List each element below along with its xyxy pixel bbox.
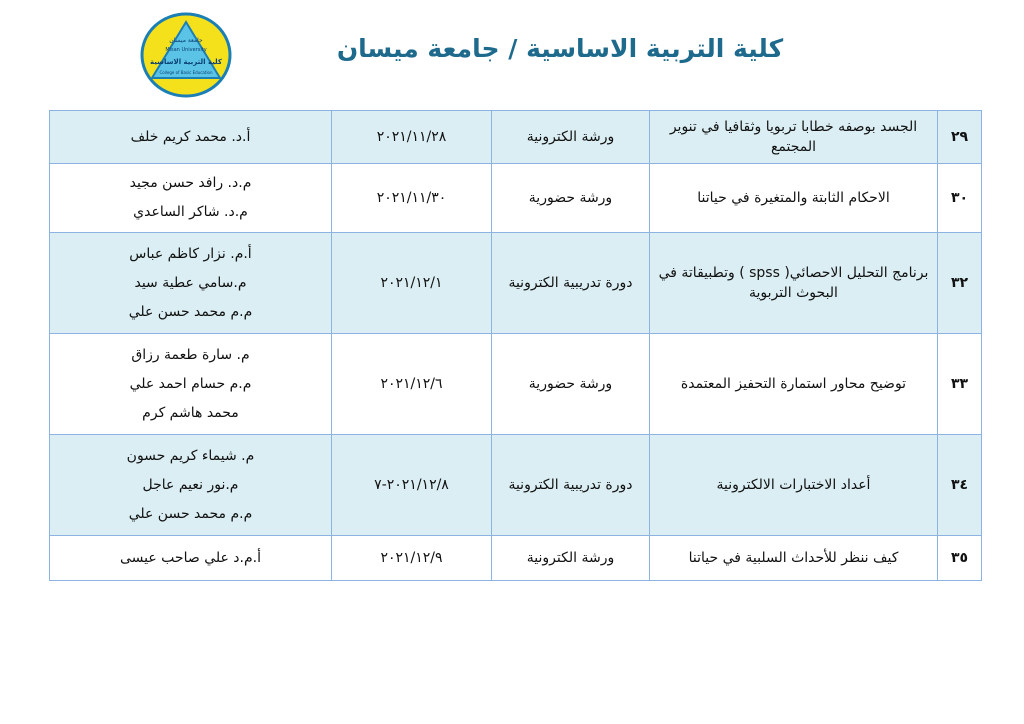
activity-date: ٢٠٢١/١٢/٦ bbox=[332, 334, 492, 435]
seal-text-bottom: College of Basic Education bbox=[159, 70, 213, 75]
activity-type: ورشة حضورية bbox=[492, 164, 650, 233]
lecturer-name: أ.م. نزار كاظم عباس bbox=[129, 245, 252, 262]
lecturer-name: م.م حسام احمد علي bbox=[129, 375, 252, 392]
row-number: ٣٢ bbox=[938, 233, 982, 334]
lecturer-name: م. سارة طعمة رزاق bbox=[131, 346, 250, 363]
row-number: ٣٠ bbox=[938, 164, 982, 233]
lecturer-name: م.د. رافد حسن مجيد bbox=[129, 175, 252, 191]
row-number: ٣٥ bbox=[938, 536, 982, 581]
table-row bbox=[50, 233, 982, 334]
lecturer-name: محمد هاشم كرم bbox=[142, 404, 239, 421]
lecturers-cell bbox=[50, 334, 332, 435]
lecturers-cell bbox=[50, 435, 332, 536]
activity-date: ٢٠٢١/١٢/١ bbox=[332, 233, 492, 334]
activity-title: كيف ننظر للأحداث السلبية في حياتنا bbox=[650, 536, 938, 581]
university-seal-icon bbox=[140, 12, 232, 98]
page-title: كلية التربية الاساسية / جامعة ميسان bbox=[336, 34, 784, 63]
seal-text-top: جامعة ميسان bbox=[169, 37, 203, 44]
seal-text-college: كلية التربية الاساسية bbox=[150, 58, 222, 66]
table-row bbox=[50, 111, 982, 164]
activity-title: توضيح محاور استمارة التحفيز المعتمدة bbox=[650, 334, 938, 435]
lecturers-cell bbox=[50, 233, 332, 334]
activity-type: ورشة حضورية bbox=[492, 334, 650, 435]
row-number: ٢٩ bbox=[938, 111, 982, 164]
activity-title: أعداد الاختبارات الالكترونية bbox=[650, 435, 938, 536]
lecturer-name: م.م محمد حسن علي bbox=[128, 303, 253, 320]
activity-date: ٢٠٢١/١٢/٨-٧ bbox=[332, 435, 492, 536]
activity-type: ورشة الكترونية bbox=[492, 536, 650, 581]
activity-date: ٢٠٢١/١٢/٩ bbox=[332, 536, 492, 581]
lecturers-cell bbox=[50, 536, 332, 581]
table-row bbox=[50, 164, 982, 233]
activity-title: الجسد بوصفه خطابا تربويا وثقافيا في تنوير المجتمع bbox=[650, 111, 938, 164]
lecturer-name: م. شيماء كريم حسون bbox=[126, 447, 255, 464]
seal-text-english: Misan University bbox=[165, 47, 207, 53]
row-number: ٣٣ bbox=[938, 334, 982, 435]
activity-date: ٢٠٢١/١١/٢٨ bbox=[332, 111, 492, 164]
activity-type: دورة تدريبية الكترونية bbox=[492, 435, 650, 536]
lecturer-name: م.م محمد حسن علي bbox=[128, 505, 253, 522]
lecturers-cell bbox=[50, 111, 332, 164]
row-number: ٣٤ bbox=[938, 435, 982, 536]
activity-title: برنامج التحليل الاحصائي( spss ) وتطبيقاتة في البحوث التربوية bbox=[650, 233, 938, 334]
activity-type: ورشة الكترونية bbox=[492, 111, 650, 164]
lecturer-name: م.نور نعيم عاجل bbox=[142, 476, 239, 493]
activities-table bbox=[49, 110, 982, 581]
lecturers-cell bbox=[50, 164, 332, 233]
activity-date: ٢٠٢١/١١/٣٠ bbox=[332, 164, 492, 233]
activity-title: الاحكام الثابتة والمتغيرة في حياتنا bbox=[650, 164, 938, 233]
table-row bbox=[50, 435, 982, 536]
lecturer-name: أ.د. محمد كريم خلف bbox=[130, 128, 251, 145]
lecturer-name: م.د. شاكر الساعدي bbox=[133, 204, 248, 220]
activity-type: دورة تدريبية الكترونية bbox=[492, 233, 650, 334]
table-row bbox=[50, 536, 982, 581]
lecturer-name: م.سامي عطية سيد bbox=[134, 274, 247, 291]
table-row bbox=[50, 334, 982, 435]
lecturer-name: أ.م.د علي صاحب عيسى bbox=[120, 549, 261, 566]
